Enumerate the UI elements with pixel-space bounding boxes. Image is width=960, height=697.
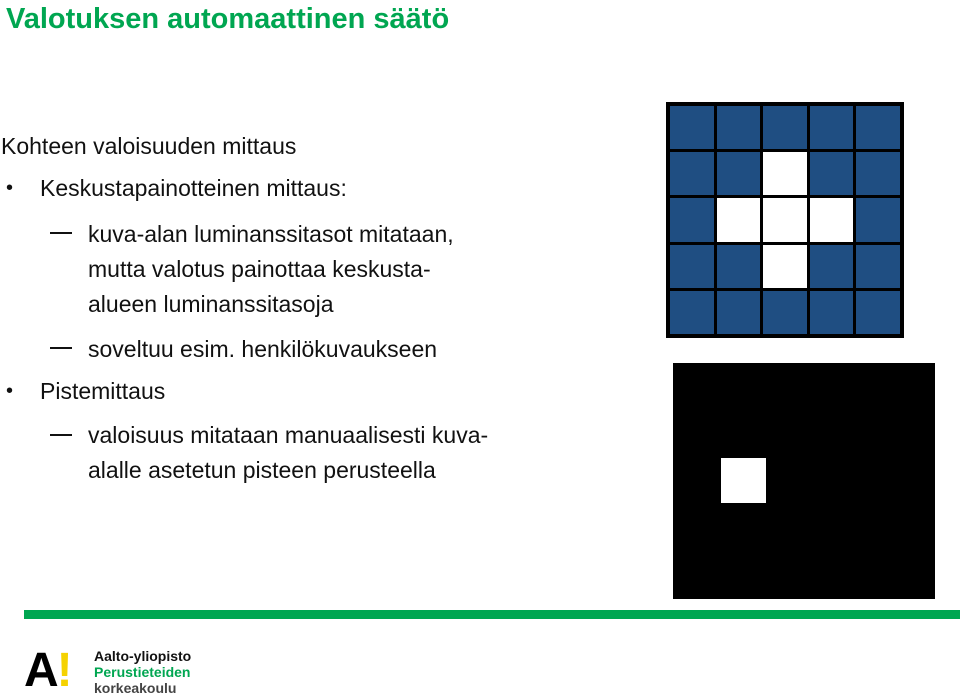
grid-cell xyxy=(717,245,761,288)
grid-cell xyxy=(717,291,761,334)
grid-cell xyxy=(670,152,714,195)
bullet-1-sub-1-line-2: mutta valotus painottaa keskusta- xyxy=(88,256,431,282)
dash-icon xyxy=(50,434,72,436)
logo-line-2: Perustieteiden xyxy=(94,664,191,680)
dash-icon xyxy=(50,347,72,349)
center-weighted-grid-figure xyxy=(666,102,904,338)
grid-cell xyxy=(810,152,854,195)
grid-cell-center-weight xyxy=(763,152,807,195)
grid-cell xyxy=(763,106,807,149)
logo-letter: A xyxy=(24,644,57,697)
spot-marker xyxy=(721,458,766,503)
grid-cell xyxy=(670,291,714,334)
grid-cell-center-weight xyxy=(810,198,854,241)
grid-cell-center-weight xyxy=(717,198,761,241)
bullet-1-sub-1-line-3: alueen luminanssitasoja xyxy=(88,291,334,317)
grid-cell xyxy=(810,291,854,334)
footer-accent-bar xyxy=(24,610,960,619)
slide-title: Valotuksen automaattinen säätö xyxy=(6,3,450,35)
grid-cell xyxy=(763,291,807,334)
bullet-dot-icon: • xyxy=(6,177,14,199)
dash-icon xyxy=(50,232,72,234)
grid-cell xyxy=(856,198,900,241)
bullet-1-sub-2: soveltuu esim. henkilökuvaukseen xyxy=(88,336,438,362)
bullet-2-label: Pistemittaus xyxy=(40,378,166,404)
spot-metering-figure xyxy=(673,363,935,599)
grid-cell xyxy=(810,245,854,288)
section-heading: Kohteen valoisuuden mittaus xyxy=(1,133,297,159)
bullet-2-sub-1-line-2: alalle asetetun pisteen perusteella xyxy=(88,457,436,483)
aalto-logo-icon xyxy=(24,644,71,697)
bullet-1-sub-1-line-1: kuva-alan luminanssitasot mitataan, xyxy=(88,221,454,247)
grid-cell-center-weight xyxy=(763,245,807,288)
grid-cell xyxy=(717,152,761,195)
grid-cell xyxy=(670,106,714,149)
logo-text xyxy=(94,648,191,696)
bullet-dot-icon: • xyxy=(6,380,14,402)
logo-line-3: korkeakoulu xyxy=(94,680,177,696)
grid-cell xyxy=(717,106,761,149)
logo-exclamation: ! xyxy=(56,644,71,697)
grid-cell xyxy=(810,106,854,149)
logo-line-1: Aalto-yliopisto xyxy=(94,648,192,664)
grid-cell-center-weight xyxy=(763,198,807,241)
bullet-1-label: Keskustapainotteinen mittaus: xyxy=(40,175,347,201)
bullet-2-sub-1-line-1: valoisuus mitataan manuaalisesti kuva- xyxy=(88,422,489,448)
grid-cell xyxy=(856,152,900,195)
grid-cell xyxy=(670,245,714,288)
grid-cell xyxy=(670,198,714,241)
grid-cell xyxy=(856,106,900,149)
grid-cell xyxy=(856,291,900,334)
grid-cell xyxy=(856,245,900,288)
